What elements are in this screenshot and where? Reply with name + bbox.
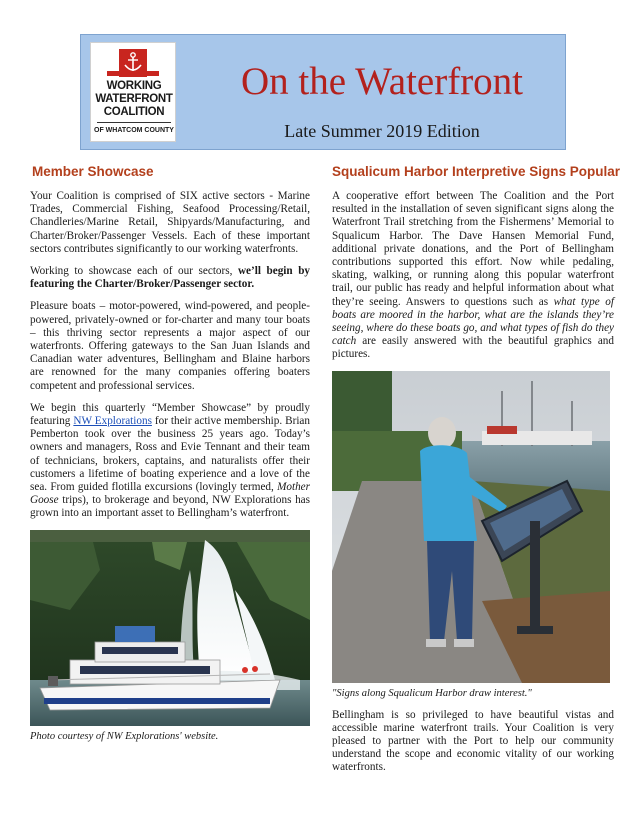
logo-divider bbox=[97, 122, 171, 123]
signs-text-a: A cooperative effort between The Coalition and the Port resulted in the installation of seven significant signs along the Waterfront Trail stretching from the Fishermens’ Memorial to Squalicum Harbor. The Dave Hansen Memorial Fund, additional private donations, and the Port of Bellingham contributions supported this effort. Now while pedaling, skating, walking, or running along this popular waterfront trail, our public has ready and helpful information about what they’re seeing. Answers to questions such as bbox=[332, 190, 614, 308]
newsletter-title: On the Waterfront bbox=[240, 60, 524, 103]
nw-text-c: trips), to brokerage and beyond, NW Explorations has grown into an important asset to Bellingham’s waterfront. bbox=[30, 494, 310, 520]
nw-text-b: for their active membership. Brian Pemberton took over the business 25 years ago. Today’s owners and managers, Ross and Evie Tennant and their team of technicians, brokers, captains, and naturalists offer their customers a lifetime of boating experience and a love of the sea. From guided flotilla excursions (lovingly termed, bbox=[30, 415, 310, 494]
boat-photo-illustration bbox=[30, 530, 310, 726]
boat-photo-caption: Photo courtesy of NW Explorations' website. bbox=[30, 730, 219, 742]
mother-goose-italic: Mother Goose bbox=[30, 481, 310, 507]
showcase-intro-bold: we’ll begin by featuring the Charter/Broker/Passenger sector. bbox=[30, 265, 311, 291]
nw-text-a: We begin this quarterly “Member Showcase” by proudly featuring bbox=[30, 401, 310, 428]
signs-heading: Squalicum Harbor Interpretive Signs Popular bbox=[332, 164, 621, 179]
edition-label: Late Summer 2019 Edition bbox=[284, 121, 480, 141]
logo-text-working: WORKING bbox=[106, 80, 162, 92]
nw-explorations-paragraph bbox=[30, 402, 310, 521]
header-banner bbox=[80, 34, 566, 150]
sign-photo-illustration bbox=[332, 371, 610, 683]
signs-text-b: are easily answered with the beautiful graphics and pictures. bbox=[332, 335, 614, 361]
logo-text-coalition: COALITION bbox=[103, 106, 165, 118]
pleasure-boats-paragraph: Pleasure boats – motor-powered, wind-powered, and people-powered, privately-owned or for-charter and many tour boats – this thriving sector represents a major aspect of our waterfronts. Offering gateways to the San Juan Islands and Canadian water adventures, Bellingham and Blaine harbors are renowned for the many companies offering boaters competent and professional services. bbox=[30, 300, 310, 392]
member-showcase-heading: Member Showcase bbox=[32, 164, 154, 179]
showcase-intro-text: Working to showcase each of our sectors, bbox=[30, 265, 238, 278]
coalition-logo bbox=[90, 42, 176, 142]
closing-paragraph: Bellingham is so privileged to have beautiful vistas and accessible marine waterfront trails. Your Coalition is very pleased to partner with the Port to help our community understand the scope and economic vitality of our working waterfronts. bbox=[332, 708, 614, 774]
harbor-sign-photo bbox=[332, 371, 610, 683]
showcase-intro-paragraph bbox=[30, 265, 310, 291]
boat-waterfall-photo bbox=[30, 530, 310, 726]
logo-text-county: OF WHATCOM COUNTY bbox=[94, 127, 174, 134]
anchor-icon bbox=[105, 49, 161, 79]
sectors-paragraph: Your Coalition is comprised of SIX active sectors - Marine Trades, Commercial Fishing, Seafood Processing/Retail, Chandleries/Marine Retail, Shipyards/Manufacturing, and Charter/Broker/Passenger Vessels. Each of these important sectors contributes significantly to our working waterfronts. bbox=[30, 190, 310, 255]
logo-text-waterfront: WATERFRONT bbox=[95, 93, 173, 105]
sign-photo-caption: "Signs along Squalicum Harbor draw interest." bbox=[332, 687, 532, 699]
right-column bbox=[332, 164, 621, 784]
nw-explorations-link[interactable]: NW Explorations bbox=[73, 415, 152, 428]
signs-paragraph bbox=[332, 190, 614, 362]
signs-questions-italic: what type of boats are moored in the harbor, what are the islands they’re seeing, where do these boats go, and what types of fish do they catch bbox=[332, 295, 614, 348]
left-column bbox=[30, 164, 310, 752]
